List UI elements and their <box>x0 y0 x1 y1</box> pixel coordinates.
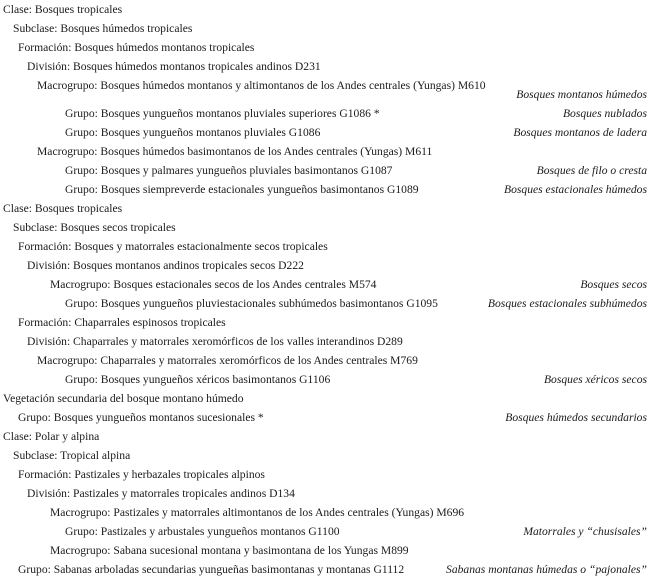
group-row <box>0 161 650 180</box>
common-name-note: Bosques estacionales húmedos <box>504 183 647 196</box>
division-label: División: Bosques húmedos montanos tropicales andinos D231 <box>27 60 321 73</box>
formation-row <box>0 465 650 484</box>
class-label: Clase: Bosques tropicales <box>3 3 123 16</box>
common-name-note: Bosques xéricos secos <box>543 373 647 386</box>
group-row <box>0 104 650 123</box>
secondary-vegetation-row <box>0 389 650 408</box>
group-label: Grupo: Bosques siempreverde estacionales yungueños basimontanos G1089 <box>65 183 419 196</box>
macrogroup-label: Macrogrupo: Bosques húmedos montanos y altimontanos de los Andes centrales (Yungas) M610 <box>37 79 486 92</box>
macrogroup-row <box>0 142 650 161</box>
subclass-row <box>0 446 650 465</box>
class-row <box>0 0 650 19</box>
common-name-note: Bosques estacionales subhúmedos <box>487 297 647 310</box>
common-name-note: Bosques húmedos secundarios <box>505 411 647 424</box>
macrogroup-label: Macrogrupo: Bosques estacionales secos de los Andes centrales M574 <box>50 278 377 291</box>
macrogroup-label: Macrogrupo: Bosques húmedos basimontanos de los Andes centrales (Yungas) M611 <box>37 145 433 158</box>
formation-row <box>0 237 650 256</box>
formation-row <box>0 38 650 57</box>
group-row <box>0 522 650 541</box>
macrogroup-label: Macrogrupo: Sabana sucesional montana y basimontana de los Yungas M899 <box>50 544 409 557</box>
subclass-label: Subclase: Bosques secos tropicales <box>13 221 176 234</box>
secondary-vegetation-label: Vegetación secundaria del bosque montano húmedo <box>3 392 244 405</box>
group-row <box>0 294 650 313</box>
subclass-label: Subclase: Tropical alpina <box>13 449 131 462</box>
group-row <box>0 180 650 199</box>
division-label: División: Pastizales y matorrales tropicales andinos D134 <box>27 487 295 500</box>
class-label: Clase: Bosques tropicales <box>3 202 123 215</box>
common-name-note: Sabanas montanas húmedas o “pajonales” <box>446 563 647 576</box>
group-label: Grupo: Bosques yungueños pluviestacionales subhúmedos basimontanos G1095 <box>65 297 438 310</box>
group-row <box>0 408 650 427</box>
division-row <box>0 332 650 351</box>
formation-row <box>0 313 650 332</box>
macrogroup-row <box>0 351 650 370</box>
group-label: Grupo: Bosques y palmares yungueños pluviales basimontanos G1087 <box>65 164 393 177</box>
subclass-label: Subclase: Bosques húmedos tropicales <box>13 22 193 35</box>
group-row <box>0 123 650 142</box>
common-name-note: Bosques de filo o cresta <box>536 164 647 177</box>
common-name-note: Bosques montanos húmedos <box>516 88 647 101</box>
division-label: División: Bosques montanos andinos tropicales secos D222 <box>27 259 304 272</box>
group-row <box>0 370 650 389</box>
group-label: Grupo: Sabanas arboladas secundarias yungueñas basimontanas y montanas G1112 <box>18 563 405 576</box>
formation-label: Formación: Bosques y matorrales estacionalmente secos tropicales <box>18 240 328 253</box>
division-row <box>0 57 650 76</box>
common-name-note: Bosques secos <box>580 278 647 291</box>
group-label: Grupo: Bosques yungueños montanos sucesionales * <box>18 411 264 424</box>
group-label: Grupo: Pastizales y arbustales yungueños montanos G1100 <box>65 525 340 538</box>
group-row <box>0 560 650 579</box>
division-row <box>0 256 650 275</box>
group-label: Grupo: Bosques yungueños montanos pluviales superiores G1086 * <box>65 107 380 120</box>
common-name-note: Bosques nublados <box>562 107 647 120</box>
class-row <box>0 199 650 218</box>
subclass-row <box>0 19 650 38</box>
class-label: Clase: Polar y alpina <box>3 430 100 443</box>
subclass-row <box>0 218 650 237</box>
common-name-note: Bosques montanos de ladera <box>513 126 647 139</box>
division-label: División: Chaparrales y matorrales xeromórficos de los valles interandinos D289 <box>27 335 403 348</box>
macrogroup-label: Macrogrupo: Chaparrales y matorrales xeromórficos de los Andes centrales M769 <box>37 354 418 367</box>
common-name-note: Matorrales y “chusisales” <box>523 525 647 538</box>
division-row <box>0 484 650 503</box>
macrogroup-label: Macrogrupo: Pastizales y matorrales altimontanos de los Andes centrales (Yungas) M696 <box>50 506 465 519</box>
group-label: Grupo: Bosques yungueños xéricos basimontanos G1106 <box>65 373 331 386</box>
formation-label: Formación: Pastizales y herbazales tropicales alpinos <box>18 468 265 481</box>
macrogroup-row <box>0 275 650 294</box>
macrogroup-row <box>0 503 650 522</box>
formation-label: Formación: Bosques húmedos montanos tropicales <box>18 41 255 54</box>
macrogroup-row <box>0 541 650 560</box>
formation-label: Formación: Chaparrales espinosos tropicales <box>18 316 226 329</box>
group-label: Grupo: Bosques yungueños montanos pluviales G1086 <box>65 126 321 139</box>
macrogroup-row <box>0 76 650 104</box>
class-row <box>0 427 650 446</box>
